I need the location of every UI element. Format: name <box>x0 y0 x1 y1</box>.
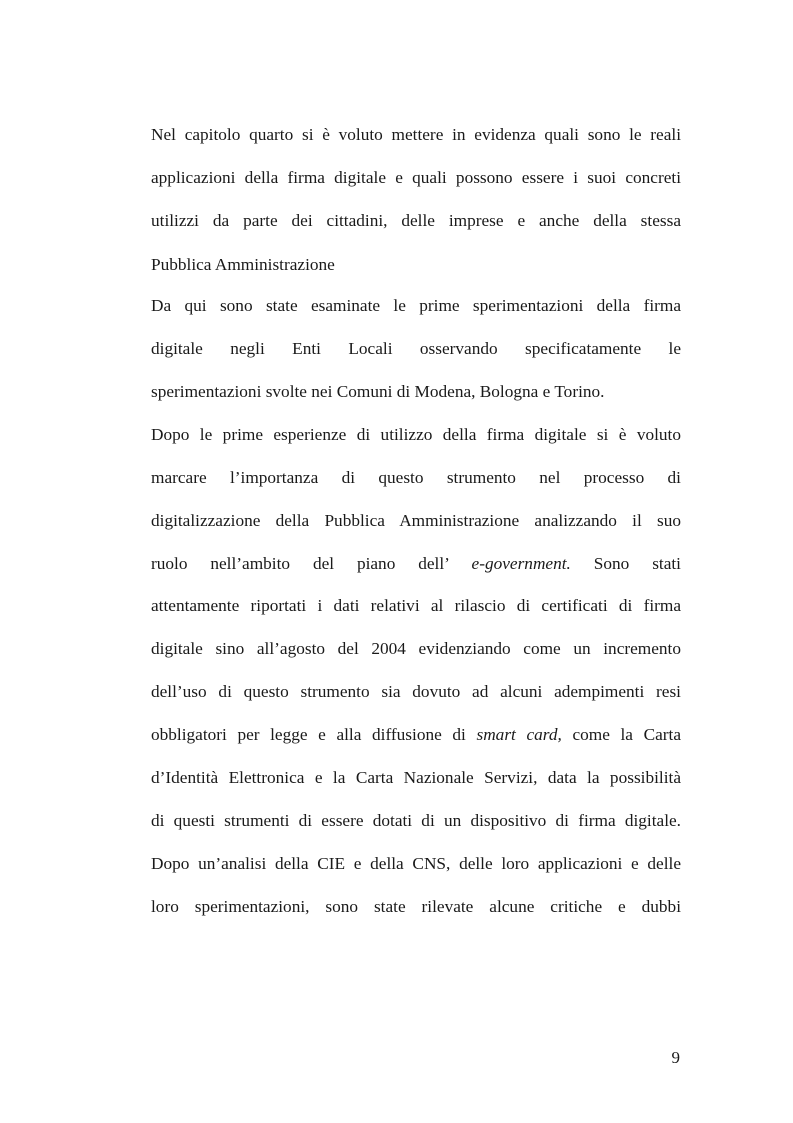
text-line <box>151 854 681 874</box>
text-segment: sperimentazioni svolte nei Comuni di Modena, Bologna e Torino. <box>151 382 605 401</box>
text-line <box>151 255 681 275</box>
text-line <box>151 725 681 745</box>
text-line <box>151 554 681 574</box>
text-segment: Dopo le prime esperienze di utilizzo della firma digitale si è voluto <box>151 425 681 444</box>
text-line <box>151 296 681 316</box>
text-line <box>151 639 681 659</box>
text-line <box>151 382 681 402</box>
text-segment: Pubblica Amministrazione <box>151 255 335 274</box>
text-segment: digitalizzazione della Pubblica Amministrazione analizzando il suo <box>151 511 681 530</box>
text-segment: di questi strumenti di essere dotati di un dispositivo di firma digitale. <box>151 811 681 830</box>
text-line <box>151 168 681 188</box>
text-segment: ruolo nell’ambito del piano dell’ <box>151 554 472 573</box>
text-segment: applicazioni della firma digitale e quali possono essere i suoi concreti <box>151 168 681 187</box>
text-line <box>151 768 681 788</box>
text-line <box>151 811 681 831</box>
text-segment: marcare l’importanza di questo strumento nel processo di <box>151 468 681 487</box>
text-segment: Sono stati <box>570 554 681 573</box>
italic-text: smart card, <box>476 725 562 744</box>
text-segment: Dopo un’analisi della CIE e della CNS, delle loro applicazioni e delle <box>151 854 681 873</box>
text-line <box>151 211 681 231</box>
text-segment: digitale sino all’agosto del 2004 evidenziando come un incremento <box>151 639 681 658</box>
text-line <box>151 125 681 145</box>
text-segment: utilizzi da parte dei cittadini, delle imprese e anche della stessa <box>151 211 681 230</box>
text-segment: loro sperimentazioni, sono state rilevate alcune critiche e dubbi <box>151 897 681 916</box>
text-line <box>151 511 681 531</box>
text-segment: d’Identità Elettronica e la Carta Nazionale Servizi, data la possibilità <box>151 768 681 787</box>
text-line <box>151 425 681 445</box>
text-segment: obbligatori per legge e alla diffusione di <box>151 725 477 744</box>
text-segment: come la Carta <box>561 725 681 744</box>
text-line <box>151 682 681 702</box>
text-line <box>151 339 681 359</box>
text-segment: dell’uso di questo strumento sia dovuto ad alcuni adempimenti resi <box>151 682 681 701</box>
text-segment: Da qui sono state esaminate le prime sperimentazioni della firma <box>151 296 681 315</box>
page-number: 9 <box>671 1048 680 1067</box>
text-line <box>151 468 681 488</box>
text-segment: attentamente riportati i dati relativi al rilascio di certificati di firma <box>151 596 681 615</box>
text-segment: Nel capitolo quarto si è voluto mettere in evidenza quali sono le reali <box>151 125 681 144</box>
text-segment: digitale negli Enti Locali osservando specificatamente le <box>151 339 681 358</box>
text-line <box>151 897 681 917</box>
text-line <box>151 596 681 616</box>
italic-text: e-government. <box>471 554 571 573</box>
